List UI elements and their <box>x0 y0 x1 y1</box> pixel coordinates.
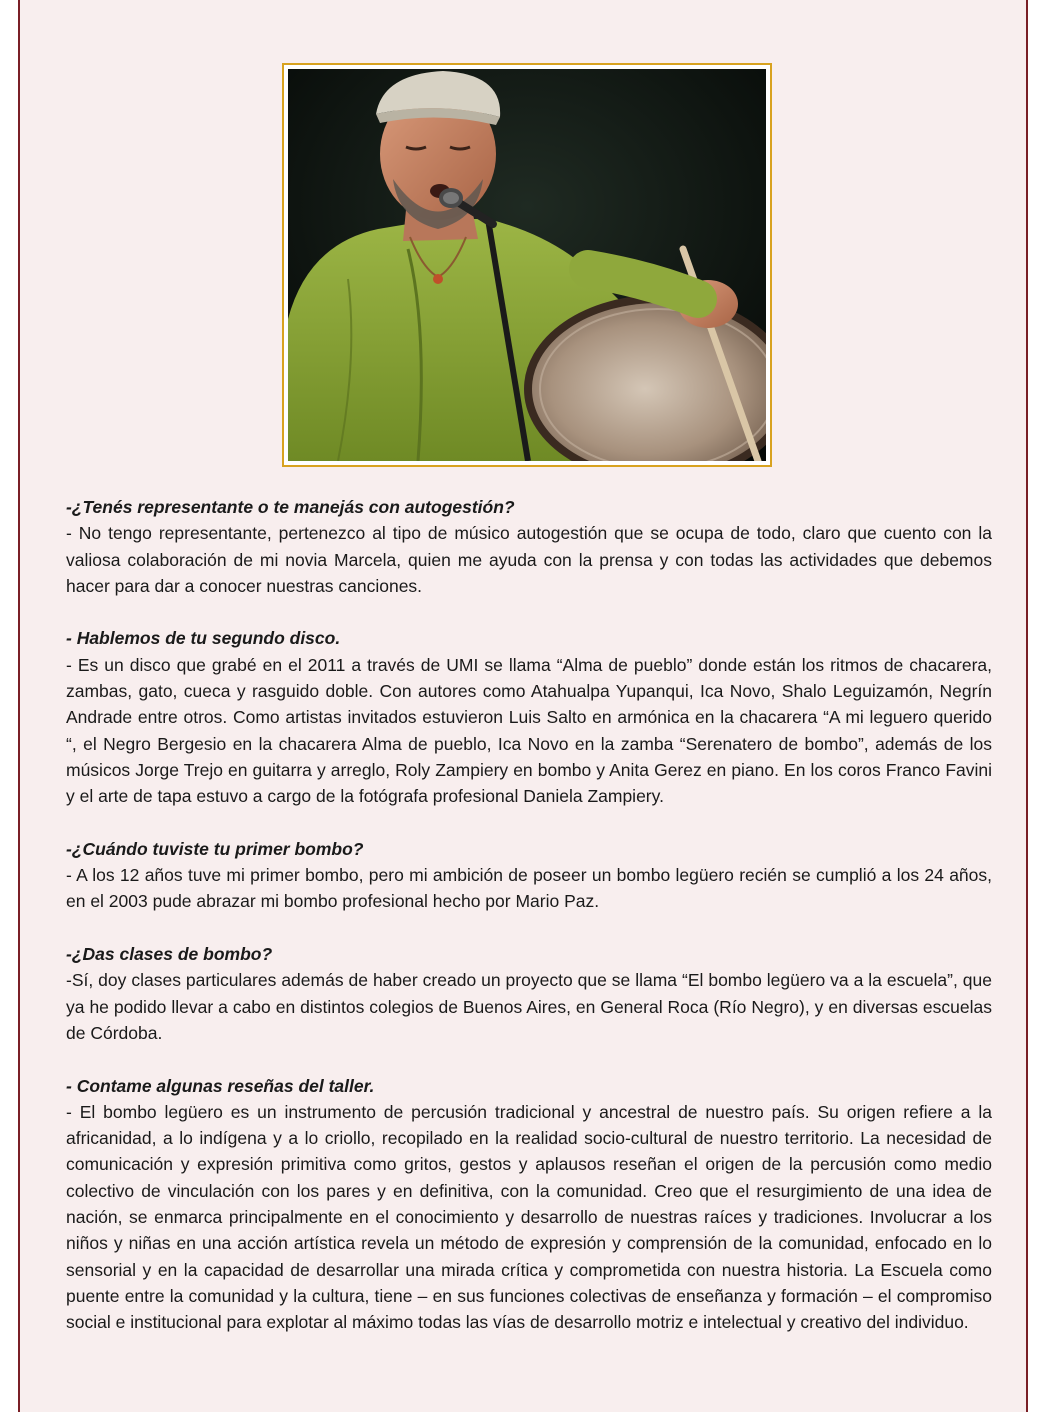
qa-block <box>66 494 992 599</box>
qa-block <box>66 625 992 809</box>
question: - Contame algunas reseñas del taller. <box>66 1075 375 1096</box>
photo-frame <box>282 63 772 467</box>
question: -¿Tenés representante o te manejás con autogestión? <box>66 497 515 517</box>
qa-block <box>66 941 992 1046</box>
question: -¿Das clases de bombo? <box>66 944 273 965</box>
answer: - A los 12 años tuve mi primer bombo, pero mi ambición de poseer un bombo legüero recién se cumplió a los 24 años, en el 2003 pude abrazar mi bombo profesional hecho por Mario Paz. <box>66 865 992 912</box>
answer: -Sí, doy clases particulares además de haber creado un proyecto que se llama “El bombo legüero va a la escuela”, que ya he podido llevar a cabo en distintos colegios de Buenos Aires, en General Roca (Río Negro), y en diversas escuelas de Córdoba. <box>66 970 992 1043</box>
question: - Hablemos de tu segundo disco. <box>66 628 341 649</box>
page <box>18 0 1028 1412</box>
question: -¿Cuándo tuviste tu primer bombo? <box>66 838 364 859</box>
qa-block <box>66 836 992 915</box>
answer: - No tengo representante, pertenezco al tipo de músico autogestión que se ocupa de todo, claro que cuento con la valiosa colaboración de mi novia Marcela, quien me ayuda con la prensa y con todas las actividades que debemos hacer para dar a conocer nuestras canciones. <box>66 523 992 596</box>
musician-photo <box>288 69 766 461</box>
answer: - El bombo legüero es un instrumento de percusión tradicional y ancestral de nuestro país. Su origen refiere a la africanidad, a lo indígena y a lo criollo, recopilado en la realidad socio-cultural de nuestro territorio. La necesidad de comunicación y expresión primitiva como gritos, gestos y aplausos reseñan el origen de la percusión como medio colectivo de vinculación con los pares y en definitiva, con la comunidad. Creo que el resurgimiento de una idea de nación, se enmarca principalmente en el conocimiento y desarrollo de nuestras raíces y tradiciones. Involucrar a los niños y niñas en una acción artística revela un método de expresión y comprensión de la comunidad, enfocado en lo sensorial y en la capacidad de desarrollar una mirada crítica y comprometida con nuestra historia. La Escuela como puente entre la comunidad y la cultura, tiene – en sus funciones colectivas de enseñanza y formación – el compromiso social e institucional para explotar al máximo todas las vías de desarrollo motriz e intelectual y creativo del individuo. <box>66 1101 992 1333</box>
answer: - Es un disco que grabé en el 2011 a través de UMI se llama “Alma de pueblo” donde están los ritmos de chacarera, zambas, gato, cueca y rasguido doble. Con autores como Atahualpa Yupanqui, Ica Novo, Shalo Leguizamón, Negrín Andrade entre otros. Como artistas invitados estuvieron Luis Salto en armónica en la chacarera “A mi leguero querido “, el Negro Bergesio en la chacarera Alma de pueblo, Ica Novo en la zamba “Serenatero de bombo”, además de los músicos Jorge Trejo en guitarra y arreglo, Roly Zampiery en bombo y Anita Gerez en piano. En los coros Franco Favini y el arte de tapa estuvo a cargo de la fotógrafa profesional Daniela Zampiery. <box>66 654 992 807</box>
qa-block <box>66 1073 992 1336</box>
interview-body <box>66 494 992 1362</box>
